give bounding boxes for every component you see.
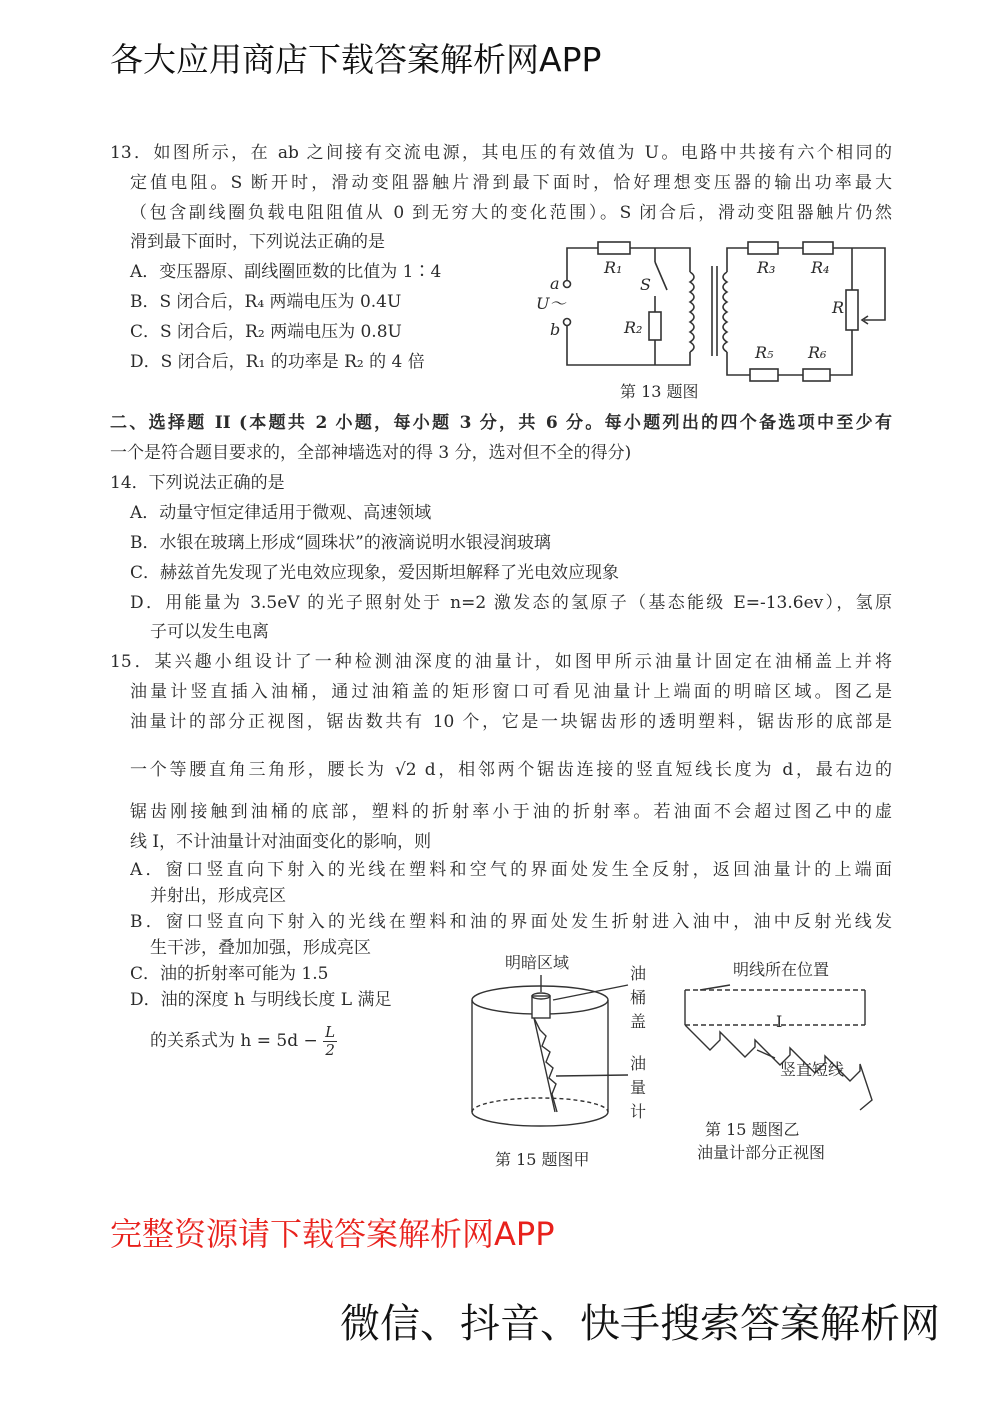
q15-stem-line: 线 I，不计油量计对油面变化的影响，则 [130,832,432,852]
bright-line-position-label: 明线所在位置 [733,960,830,979]
q13-option-b: B．S 闭合后，R₄ 两端电压为 0.4U [130,292,402,312]
dashed-line-i-label: I [776,1012,783,1031]
oil-lid-label: 油桶盖 [630,964,647,1031]
terminal-a-label: a [550,274,560,293]
r4-label: R₄ [811,258,830,277]
q15-figure-b-caption: 第 15 题图乙 [705,1120,800,1139]
q13-option-d: D．S 闭合后，R₁ 的功率是 R₂ 的 4 倍 [130,352,425,372]
q14-option-c: C．赫兹首先发现了光电效应现象，爱因斯坦解释了光电效应现象 [130,563,620,583]
q14-option-d: D．用能量为 3.5eV 的光子照射处于 n=2 激发态的氢原子（基态能级 E=-13.6ev），氢原 [130,593,892,613]
watermark-bottom-right: 微信、抖音、快手搜索答案解析网 [340,1301,940,1347]
q13-stem-line: 13．如图所示，在 ab 之间接有交流电源，其电压的有效值为 U。电路中共接有六个相同的 [110,143,892,163]
q14-option-a: A．动量守恒定律适用于微观、高速领域 [130,503,432,523]
q15-figure-a-caption: 第 15 题图甲 [495,1150,590,1169]
q13-stem-line: （包含副线圈负载电阻阻值从 0 到无穷大的变化范围）。S 闭合后，滑动变阻器触片仍然 [130,203,892,223]
q15-stem-line: 15．某兴趣小组设计了一种检测油深度的油量计，如图甲所示油量计固定在油桶盖上并将 [110,652,892,672]
q15-option-c: C．油的折射率可能为 1.5 [130,964,329,984]
vertical-short-line-label: 竖直短线 [780,1060,845,1079]
q15-option-a-cont: 并射出，形成亮区 [150,886,286,906]
r3-label: R₃ [757,258,776,277]
r5-label: R₅ [755,343,774,362]
bright-dark-region-label: 明暗区域 [505,953,570,972]
voltage-source-label: U～ [536,294,566,313]
fraction-denominator: 2 [325,1041,335,1059]
fraction-numerator: L [325,1023,336,1041]
q15-stem-line: 油量计的部分正视图，锯齿数共有 10 个，它是一块锯齿形的透明塑料，锯齿形的底部是 [130,712,892,732]
rheostat-label: R [832,298,845,317]
terminal-b-label: b [550,320,561,339]
q13-stem-line: 定值电阻。S 断开时，滑动变阻器触片滑到最下面时，恰好理想变压器的输出功率最大 [130,173,892,193]
oil-gauge-label: 油量计 [630,1054,647,1121]
q14-option-b: B．水银在玻璃上形成“圆珠状”的液滴说明水银浸润玻璃 [130,533,551,553]
r6-label: R₆ [808,343,827,362]
q15-option-d: D．油的深度 h 与明线长度 L 满足 [130,990,392,1010]
q15-option-d-cont [150,1024,337,1059]
watermark-top-left: 各大应用商店下载答案解析网APP [110,40,602,79]
q15-option-b-cont: 生干涉，叠加加强，形成亮区 [150,938,371,958]
q15-option-b: B．窗口竖直向下射入的光线在塑料和油的界面处发生折射进入油中，油中反射光线发 [130,912,892,932]
q13-option-a: A．变压器原、副线圈匝数的比值为 1∶4 [130,262,442,282]
q14-stem: 14．下列说法正确的是 [110,473,285,493]
q15-option-a: A．窗口竖直向下射入的光线在塑料和空气的界面处发生全反射，返回油量计的上端面 [130,860,892,880]
q15-stem-line: 一个等腰直角三角形，腰长为 √2 d，相邻两个锯齿连接的竖直短线长度为 d，最右边的 [130,760,892,780]
q15-stem-line: 锯齿刚接触到油桶的底部，塑料的折射率小于油的折射率。若油面不会超过图乙中的虚 [130,802,892,822]
q15-figure-b-subcaption: 油量计部分正视图 [697,1143,826,1162]
q15-stem-line: 油量计竖直插入油桶，通过油箱盖的矩形窗口可看见油量计上端面的明暗区域。图乙是 [130,682,892,702]
fraction-l-over-2 [323,1024,337,1059]
watermark-center: 完整资源请下载答案解析网APP [110,1215,555,1253]
r1-label: R₁ [604,258,623,277]
section2-heading-cont: 一个是符合题目要求的，全部神墙选对的得 3 分，选对但不全的得分) [110,443,632,463]
q13-figure-caption: 第 13 题图 [620,382,699,401]
switch-s-label: S [640,275,651,294]
q15-option-d-formula: 的关系式为 h = 5d − [150,1031,318,1051]
q14-option-d-cont: 子可以发生电离 [150,622,269,642]
r2-label: R₂ [624,318,643,337]
q13-stem-line: 滑到最下面时，下列说法正确的是 [130,232,385,252]
section2-heading: 二、选择题 II (本题共 2 小题，每小题 3 分，共 6 分。每小题列出的四个备选项中至少有 [110,413,892,433]
q13-option-c: C．S 闭合后，R₂ 两端电压为 0.8U [130,322,402,342]
